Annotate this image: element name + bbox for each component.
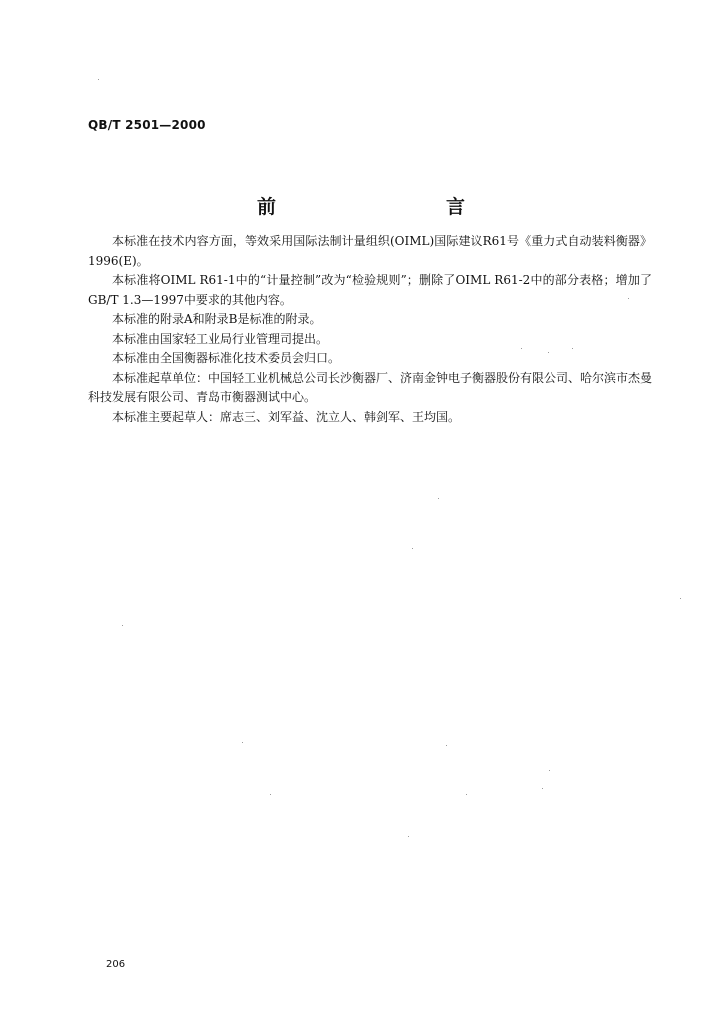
scan-speck bbox=[412, 548, 413, 549]
scan-speck bbox=[242, 742, 243, 743]
paragraph-appendix: 本标准的附录A和附录B是标准的附录。 bbox=[112, 312, 322, 326]
paragraph-drafting-units: 本标准起草单位：中国轻工业机械总公司长沙衡器厂、济南金钟电子衡器股份有限公司、哈尔滨市杰曼科技发展有限公司、青岛市衡器测试中心。 bbox=[88, 370, 653, 404]
scan-speck bbox=[98, 79, 99, 80]
standard-code: QB/T 2501—2000 bbox=[88, 118, 206, 132]
paragraph-proposer: 本标准由国家轻工业局行业管理司提出。 bbox=[112, 331, 329, 346]
page-number: 206 bbox=[106, 959, 126, 970]
scan-speck bbox=[542, 788, 543, 789]
scan-speck bbox=[466, 794, 467, 795]
scan-speck bbox=[122, 625, 123, 626]
paragraph-adoption: 本标准在技术内容方面，等效采用国际法制计量组织(OIML)国际建议R61号《重力式自动装料衡器》1996(E)。 bbox=[88, 234, 652, 268]
scan-speck bbox=[521, 348, 522, 349]
scan-speck bbox=[628, 298, 629, 299]
scan-speck bbox=[680, 598, 681, 599]
scan-speck bbox=[548, 352, 549, 353]
scan-speck bbox=[438, 498, 439, 499]
scan-speck bbox=[446, 745, 447, 746]
paragraph-committee: 本标准由全国衡器标准化技术委员会归口。 bbox=[112, 351, 341, 365]
scan-speck bbox=[572, 348, 573, 349]
foreword-body bbox=[88, 232, 652, 427]
scan-speck bbox=[549, 770, 550, 771]
scan-speck bbox=[408, 836, 409, 837]
scan-speck bbox=[270, 794, 271, 795]
paragraph-changes: 本标准将OIML R61-1中的“计量控制”改为“检验规则”；删除了OIML R61-2中的部分表格；增加了GB/T 1.3—1997中要求的其他内容。 bbox=[88, 273, 652, 307]
section-title: 前 言 bbox=[256, 196, 509, 218]
paragraph-drafters: 本标准主要起草人：席志三、刘军益、沈立人、韩剑军、王均国。 bbox=[112, 409, 461, 424]
